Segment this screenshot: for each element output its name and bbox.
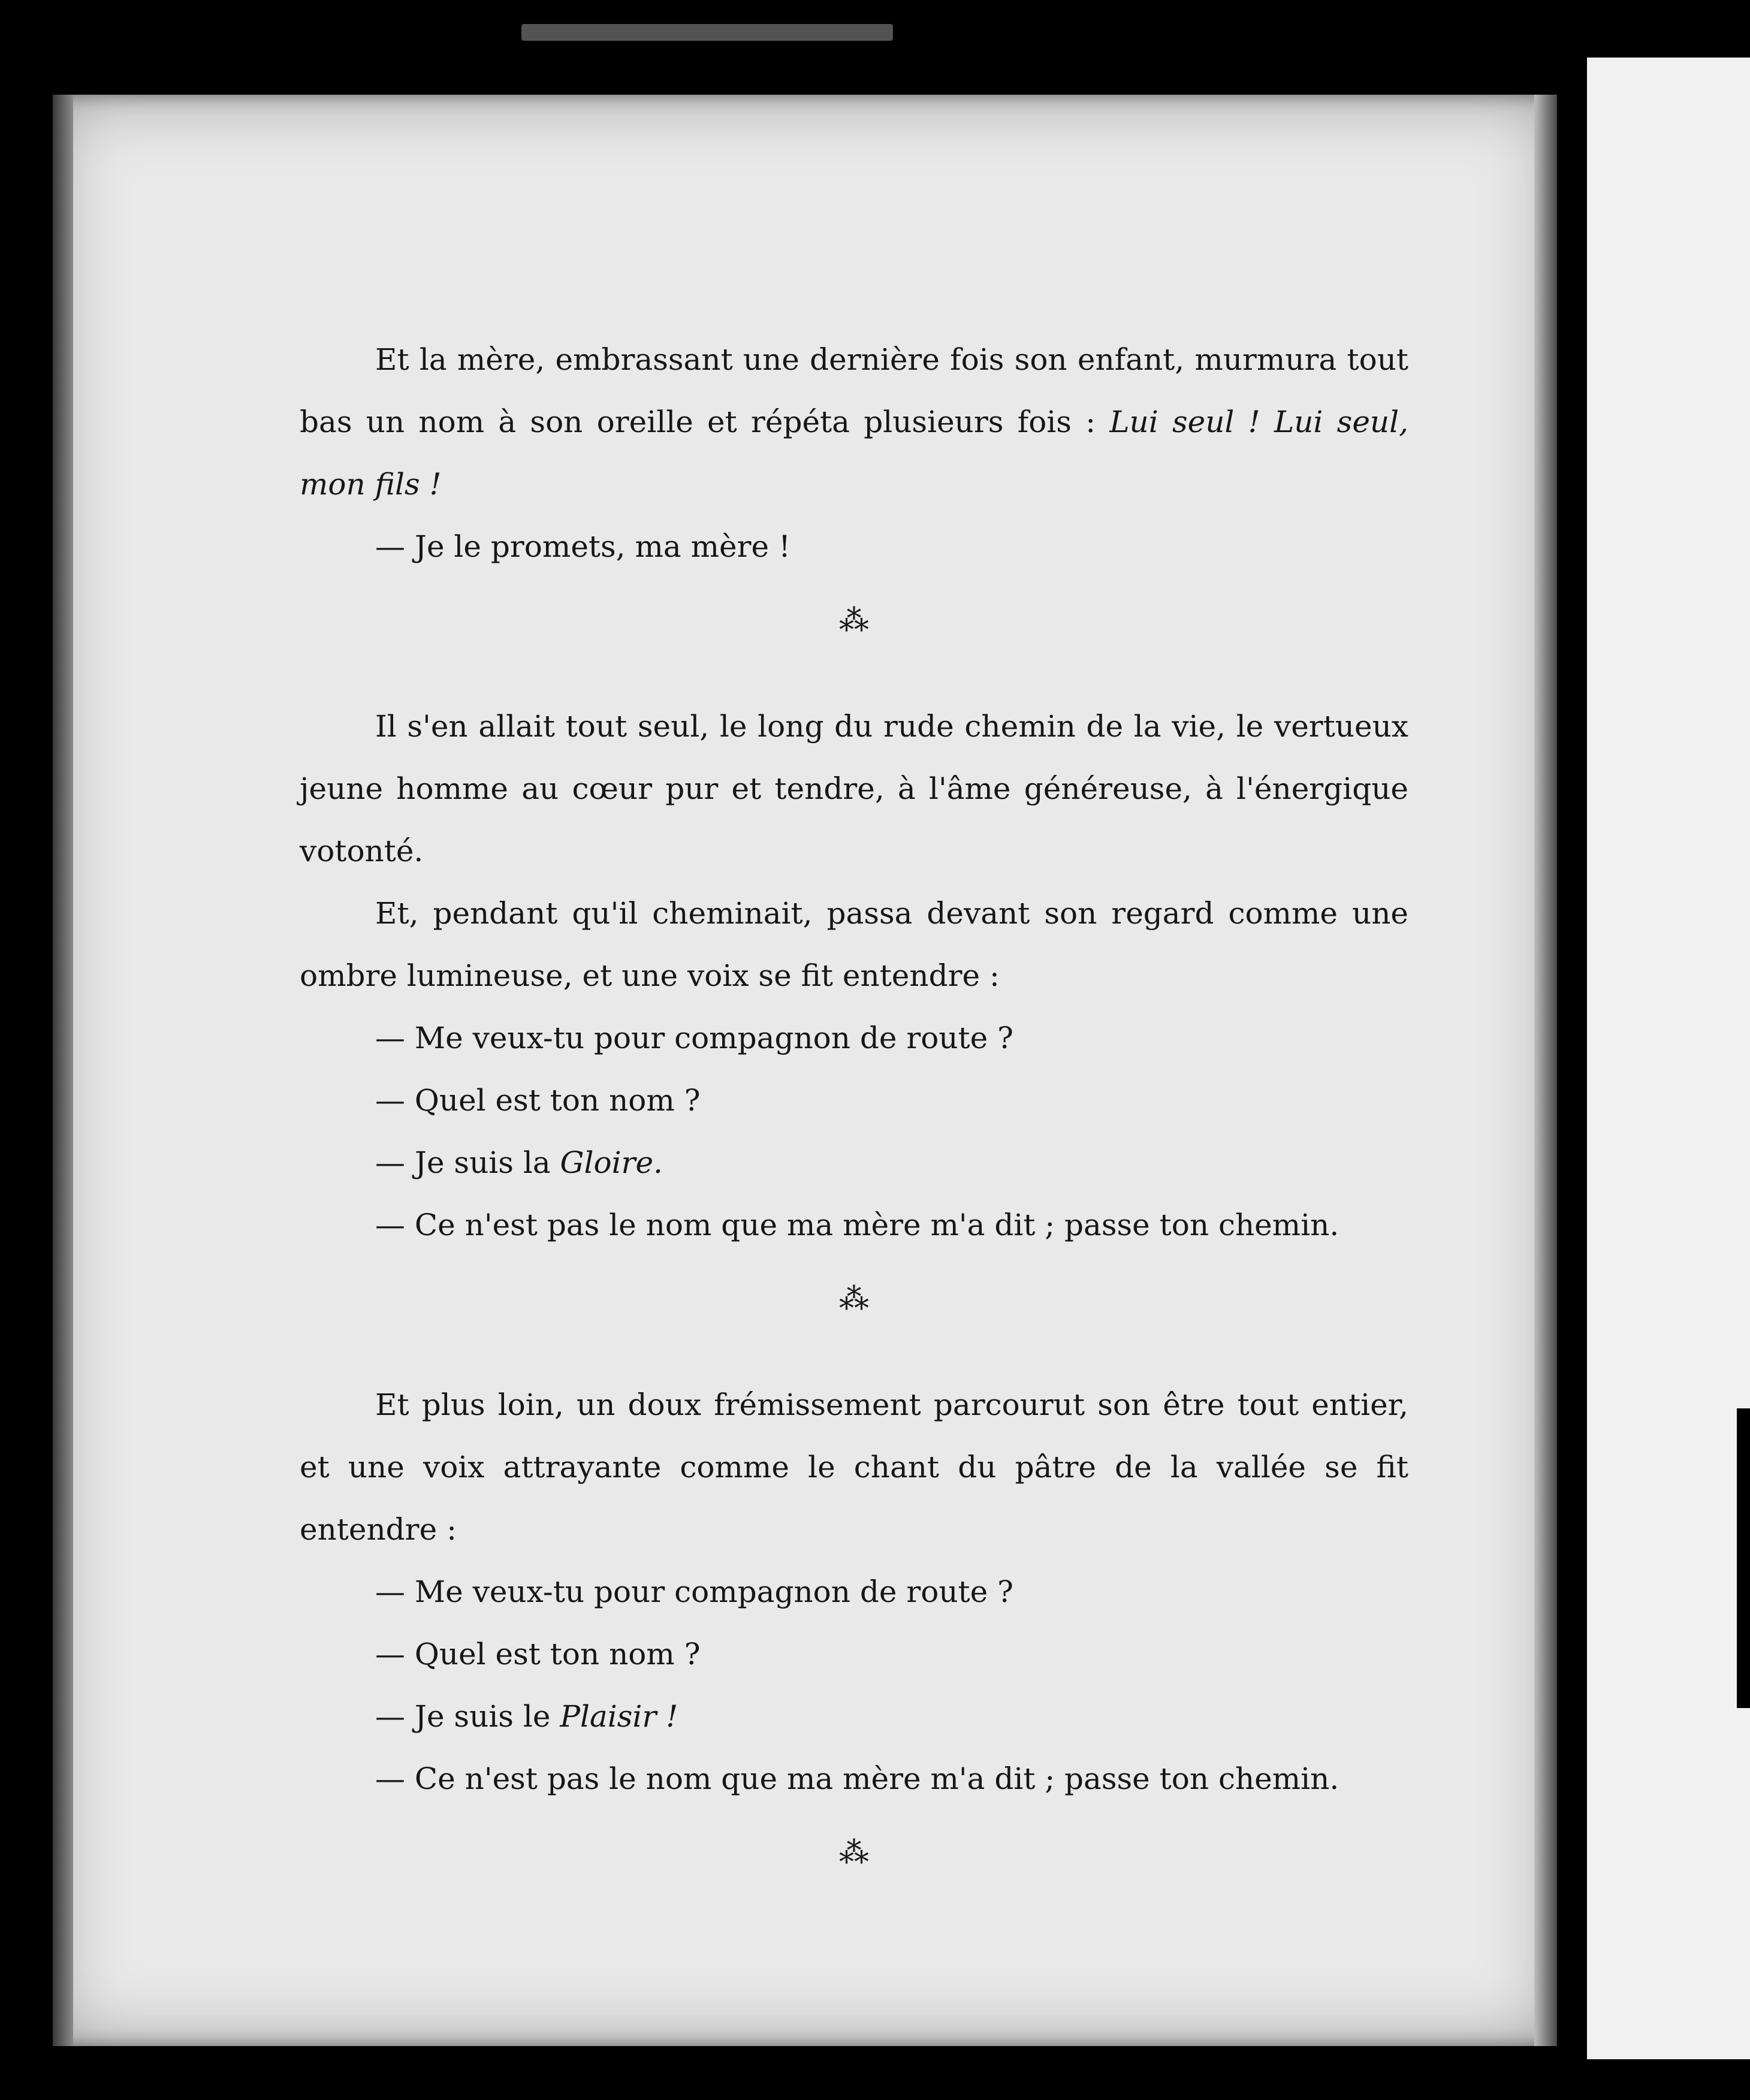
paragraph-shiver: Et plus loin, un doux frémissement parcourut son être tout entier, et une voix attrayante comme le chant du pâtre de la vallée se fit entendre : [300,1387,1408,1547]
paragraph-young-man: Il s'en allait tout seul, le long du rude chemin de la vie, le vertueux jeune homme au cœur pur et tendre, à l'âme généreuse, à l'énergique votonté. [300,709,1408,868]
dialogue-line-8: — Ce n'est pas le nom que ma mère m'a dit ; passe ton chemin. [375,1761,1339,1796]
asterism: ⁂ [839,1835,869,1870]
paragraph-luminous-shadow: Et, pendant qu'il cheminait, passa devant son regard comme une ombre lumineuse, et une voix se fit entendre : [300,896,1408,993]
asterism: ⁂ [839,1281,869,1316]
dialogue-line-5: — Me veux-tu pour compagnon de route ? [375,1574,1013,1609]
dialogue-text: — Je suis la [375,1145,560,1180]
dialogue-line-1: — Me veux-tu pour compagnon de route ? [375,1021,1013,1055]
dialogue-text: — Je suis le [375,1699,560,1734]
section-separator-2 [300,1256,1408,1374]
section-separator-3 [300,1810,1408,1927]
adjacent-page-shadow [1737,1408,1750,1708]
page-right-shadow [1534,95,1557,2046]
section-separator-1 [300,578,1408,695]
dialogue-line-6: — Quel est ton nom ? [375,1637,701,1671]
adjacent-page [1587,58,1750,2059]
dialogue-line-2: — Quel est ton nom ? [375,1083,701,1118]
dialogue-line-7 [300,1685,1408,1748]
paragraph-mother-whisper [300,328,1408,515]
page-text [300,328,1408,1927]
dialogue-line-4: — Ce n'est pas le nom que ma mère m'a dit ; passe ton chemin. [375,1208,1339,1242]
italic-word: Plaisir ! [560,1699,678,1734]
scan-edge-strip [521,24,893,41]
italic-word: Gloire. [560,1145,663,1180]
dialogue-line-3 [300,1132,1408,1194]
dialogue-line-promise: — Je le promets, ma mère ! [375,529,791,564]
italic-phrase: Lui seul ! Lui seul, mon fils ! [300,405,1408,502]
page-gutter-shadow [53,95,73,2046]
paragraph-text: Et la mère, embrassant une dernière fois son enfant, murmura tout bas un nom à son oreille et répéta plusieurs fois : [300,342,1408,439]
asterism: ⁂ [839,603,869,638]
